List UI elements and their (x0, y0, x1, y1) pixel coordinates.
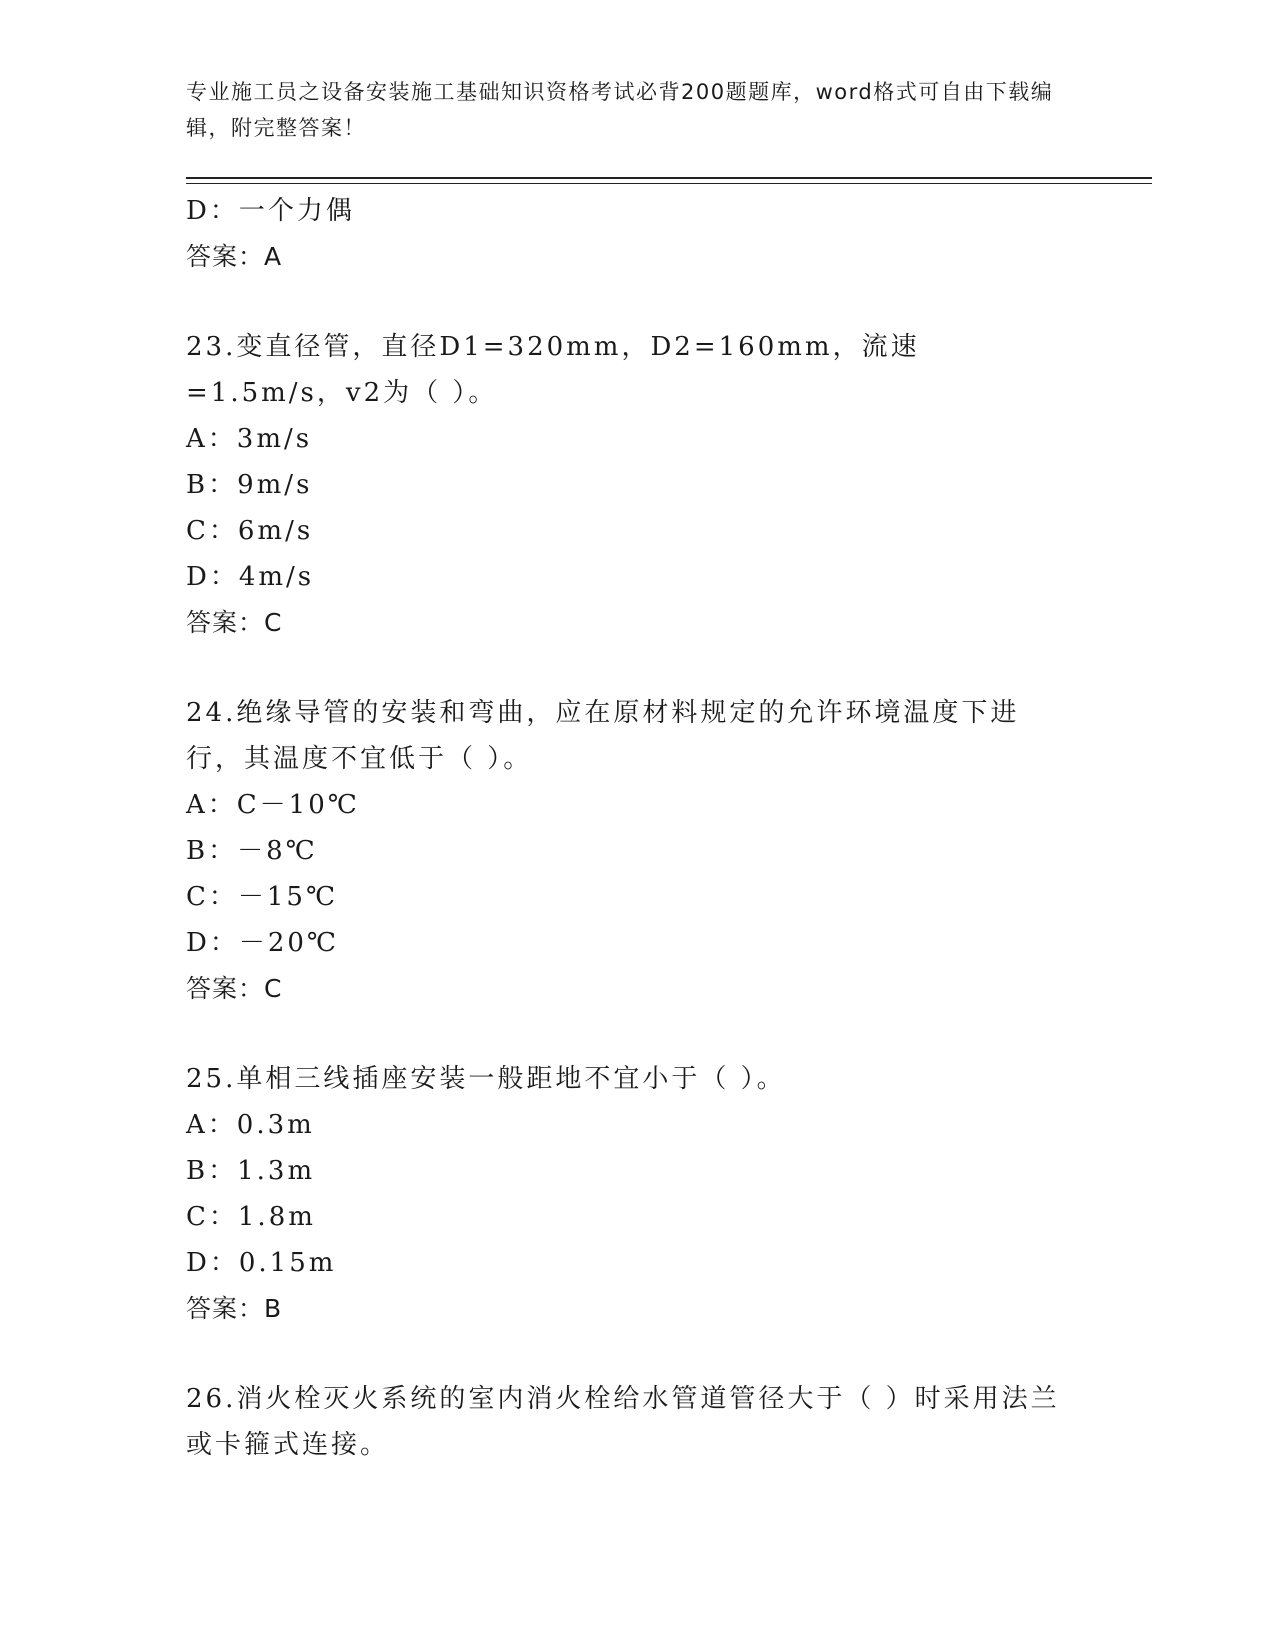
option-c: C：1.8m (186, 1202, 316, 1232)
answer: 答案：C (186, 608, 283, 637)
question-text: 23.变直径管，直径D1=320mm，D2=160mm，流速=1.5m/s，v2为（ ）。 (186, 332, 920, 408)
question-text: 24.绝缘导管的安装和弯曲，应在原材料规定的允许环境温度下进行，其温度不宜低于（ ）。 (186, 698, 1020, 774)
option-c: C：－15℃ (186, 882, 339, 912)
question-23 (186, 324, 1066, 646)
option-b: B：1.3m (186, 1156, 316, 1186)
option-a: A：C－10℃ (186, 790, 360, 820)
document-body (186, 188, 1066, 1468)
answer: 答案：C (186, 974, 283, 1003)
question-24 (186, 690, 1066, 1012)
question-text: 25.单相三线插座安装一般距地不宜小于（ ）。 (186, 1064, 786, 1094)
question-25 (186, 1056, 1066, 1332)
option-b: B：－8℃ (186, 836, 318, 866)
header-rule-bottom (186, 183, 1152, 184)
question-26 (186, 1376, 1066, 1468)
option-d: D：一个力偶 (186, 196, 355, 226)
option-a: A：3m/s (186, 424, 313, 454)
option-a: A：0.3m (186, 1110, 315, 1140)
answer: 答案：A (186, 242, 283, 271)
question-text: 26.消火栓灭火系统的室内消火栓给水管道管径大于（ ）时采用法兰或卡箍式连接。 (186, 1384, 1060, 1460)
answer: 答案：B (186, 1294, 283, 1323)
option-d: D：4m/s (186, 562, 315, 592)
option-c: C：6m/s (186, 516, 314, 546)
document-header: 专业施工员之设备安装施工基础知识资格考试必背200题题库，word格式可自由下载编辑，附完整答案！ (186, 80, 1054, 140)
header-rule-top (186, 177, 1152, 179)
option-d: D：0.15m (186, 1248, 337, 1278)
option-b: B：9m/s (186, 470, 313, 500)
option-d: D：－20℃ (186, 928, 340, 958)
